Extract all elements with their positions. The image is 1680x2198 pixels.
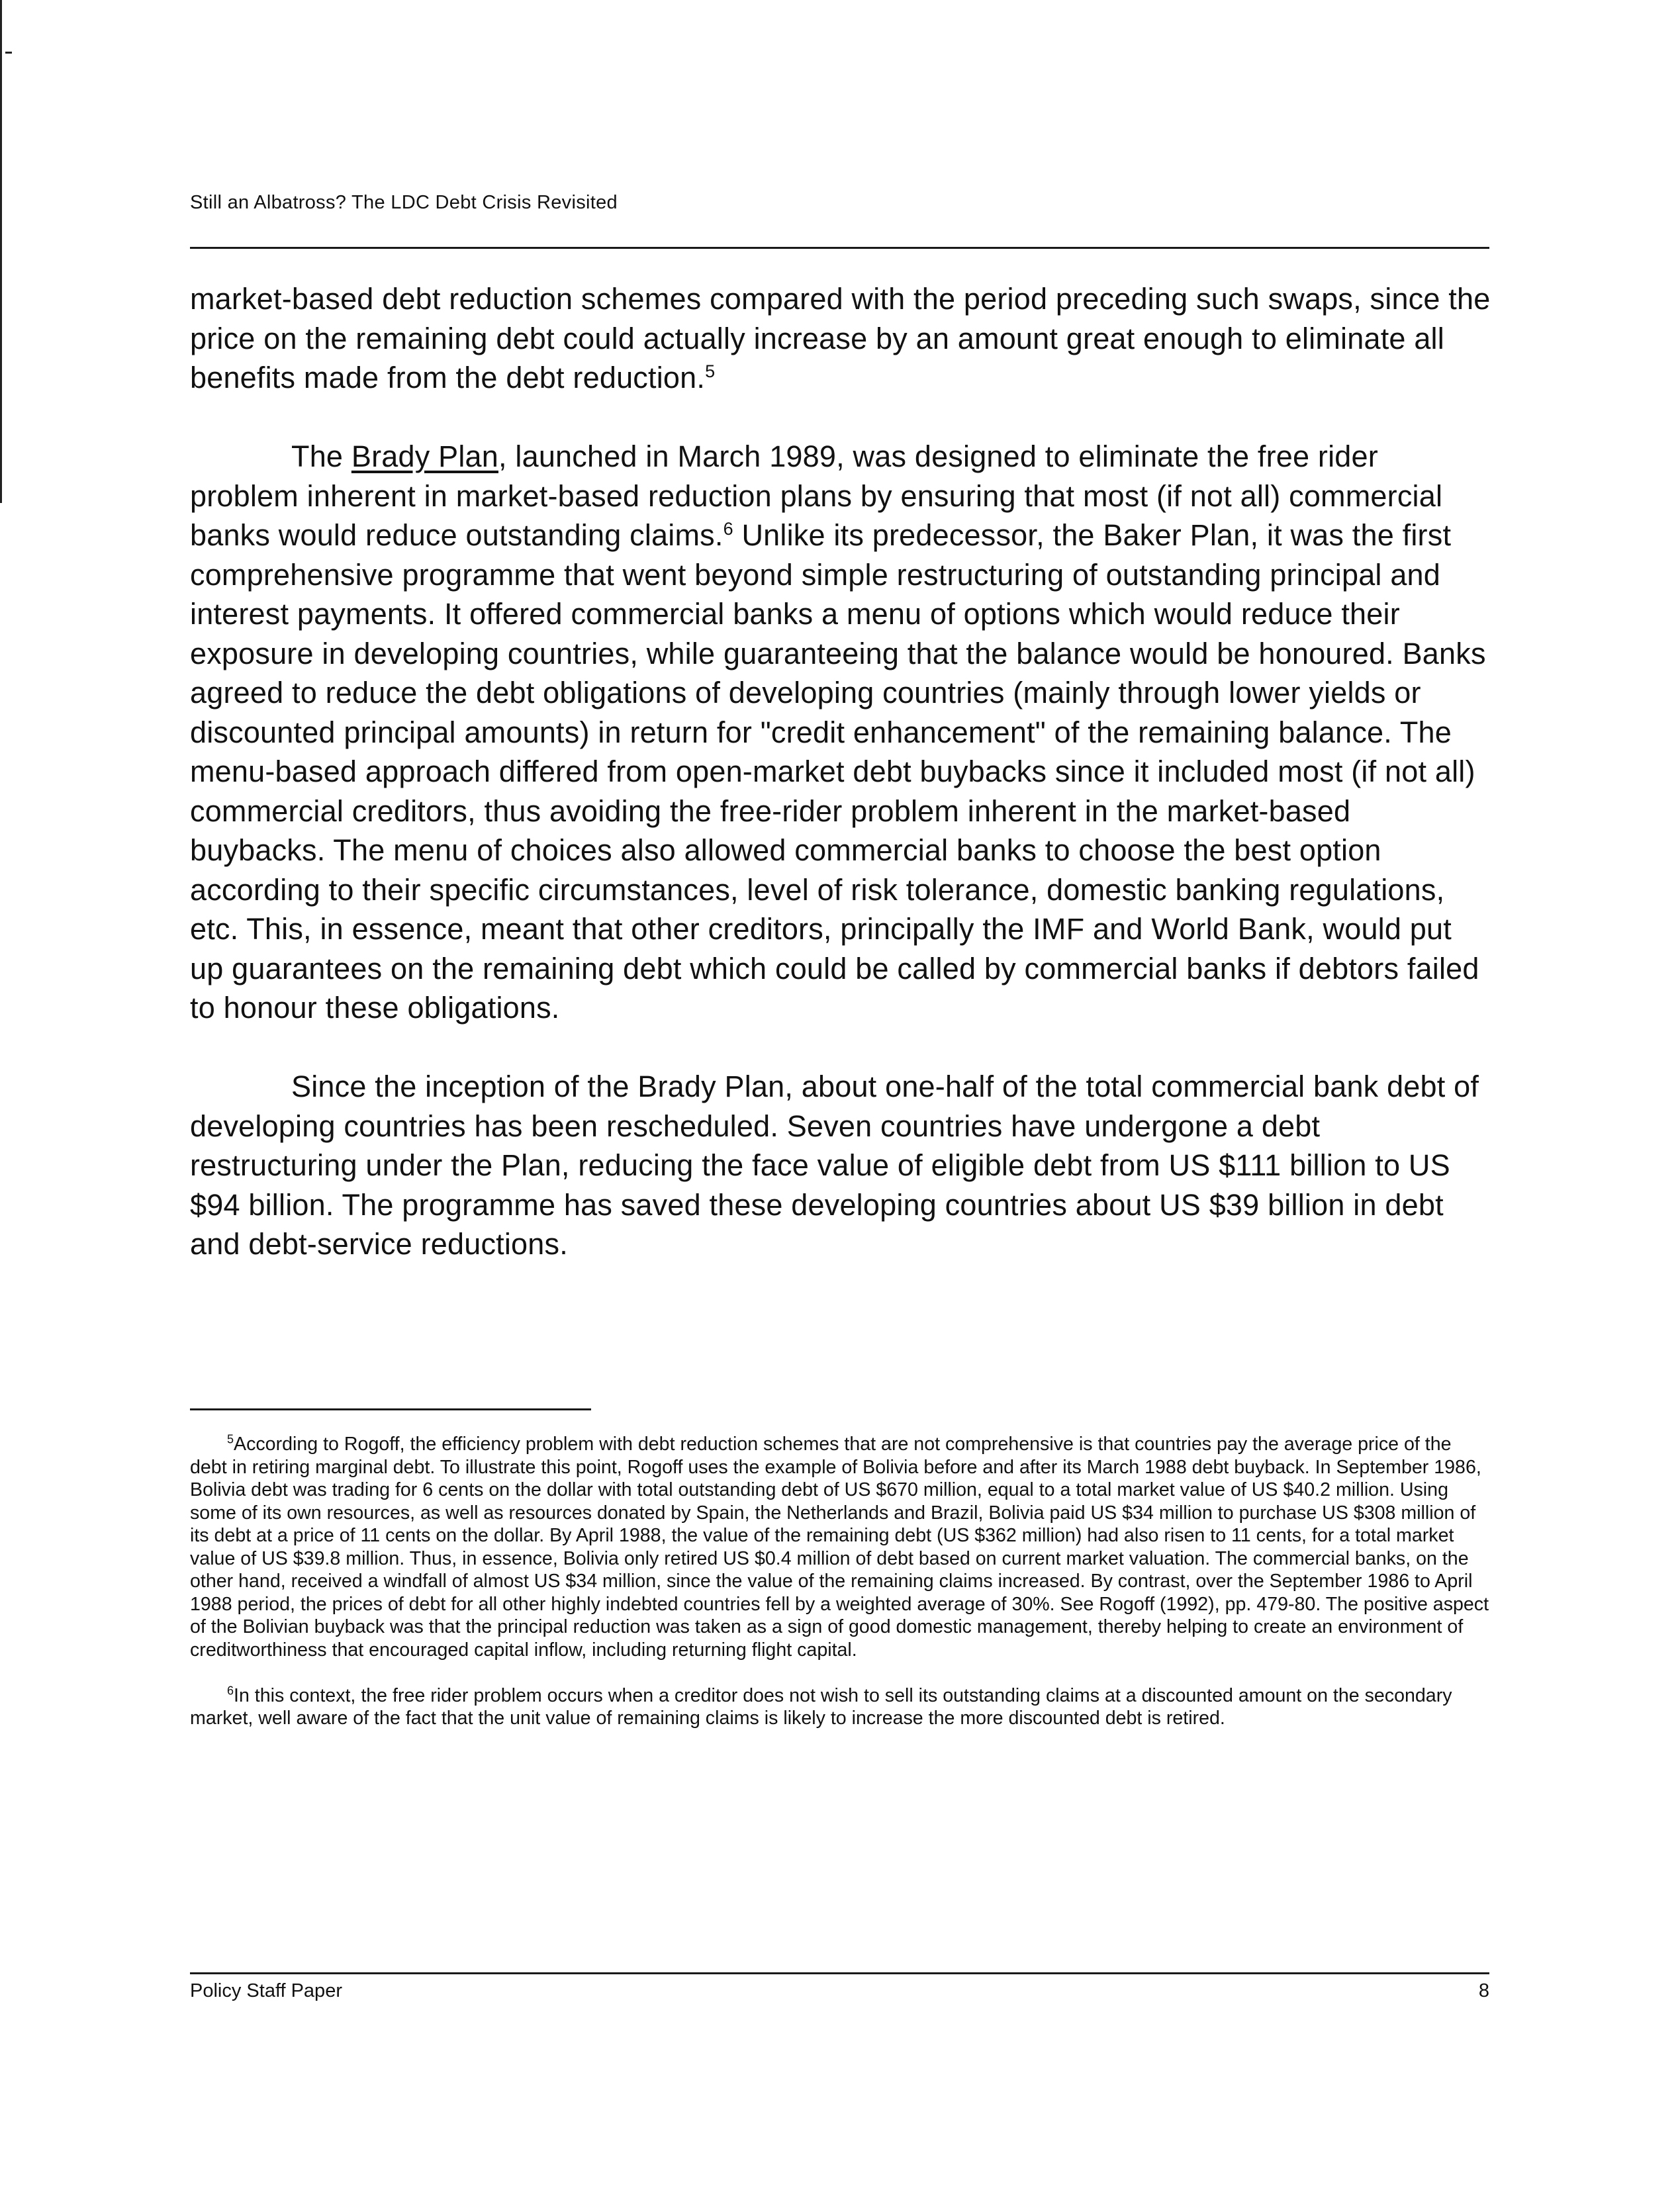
brady-plan-link[interactable]: Brady Plan [351,439,498,473]
footnote-ref-6[interactable]: 6 [723,519,733,539]
paragraph-2-start: The [291,439,351,473]
footnotes [190,1433,1493,1753]
scan-margin-line [0,0,2,503]
paragraph-2-end: Unlike its predecessor, the Baker Plan, it was the first comprehensive programme that went beyond simple restructuring of outstanding principal and interest payments. It offered commercial banks a menu of options which would reduce their exposure in developing countries, while guaranteeing that the balance would be honoured. Banks agreed to reduce the debt obligations of developing countries (mainly through lower yields or discounted principal amounts) in return for "credit enhancement" of the remaining balance. The menu-based approach differed from open-market debt buybacks since it included most (if not all) commercial creditors, thus avoiding the free-rider problem inherent in the market-based buybacks. The menu of choices also allowed commercial banks to choose the best option according to their specific circumstances, level of risk tolerance, domestic banking regulations, etc. This, in essence, meant that other creditors, principally the IMF and World Bank, would put up guarantees on the remaining debt which could be called by commercial banks if debtors failed to honour these obligations. [190,518,1486,1025]
page-number: 8 [1478,1980,1489,2001]
paragraph-3: Since the inception of the Brady Plan, about one-half of the total commercial bank debt of developing countries has been rescheduled. Seven countries have undergone a debt restructuring under the Plan, reducing the face value of eligible debt from US $111 billion to US $94 billion. The programme has saved these developing countries about US $39 billion in debt and debt-service reductions. [190,1070,1479,1261]
header-rule [190,247,1489,249]
paragraph-2-mid: , launched in March 1989, was designed to eliminate the free rider problem inherent in market-based reduction plans by ensuring that most (if not all) commercial banks would reduce outstanding claims. [190,439,1443,552]
footer-title: Policy Staff Paper [190,1980,342,2001]
footnote-6-marker: 6 [227,1683,234,1697]
footnote-5-text: According to Rogoff, the efficiency problem with debt reduction schemes that are not comprehensive is that countries pay the average price of the debt in retiring marginal debt. To illustrate this point, Rogoff uses the example of Bolivia before and after its March 1988 debt buyback. In September 1986, Bolivia debt was trading for 6 cents on the dollar with total outstanding debt of US $670 million, equal to a total market value of US $40.2 million. Using some of its own resources, as well as resources donated by Spain, the Netherlands and Brazil, Bolivia paid US $34 million to purchase US $308 million of its debt at a price of 11 cents on the dollar. By April 1988, the value of the remaining debt (US $362 million) had also risen to 11 cents, for a total market value of US $39.8 million. Thus, in essence, Bolivia only retired US $0.4 million of debt based on current market valuation. The commercial banks, on the other hand, received a windfall of almost US $34 million, since the value of the remaining claims increased. By contrast, over the September 1986 to April 1988 period, the prices of debt for all other highly indebted countries fell by a weighted average of 30%. See Rogoff (1992), pp. 479-80. The positive aspect of the Bolivian buyback was that the principal reduction was taken as a sign of good domestic management, thereby helping to create an environment of creditworthiness that encouraged capital inflow, including returning flight capital. [190,1434,1489,1661]
paragraph-1-text: market-based debt reduction schemes compared with the period preceding such swaps, since the price on the remaining debt could actually increase by an amount great enough to eliminate all benefits made from the debt reduction. [190,282,1491,394]
running-header: Still an Albatross? The LDC Debt Crisis Revisited [190,192,618,213]
paragraph-2 [190,437,1493,1028]
footnote-ref-5[interactable]: 5 [705,361,716,381]
footnote-6-text: In this context, the free rider problem occurs when a creditor does not wish to sell its outstanding claims at a discounted amount on the secondary market, well aware of the fact that the unit value of remaining claims is likely to increase the more discounted debt is retired. [190,1684,1452,1729]
footnote-5 [190,1433,1493,1661]
running-footer [190,1980,1489,2002]
paragraph-1 [190,279,1493,398]
scan-margin-tick [5,52,12,54]
footnote-separator [190,1408,591,1410]
footnote-6 [190,1684,1493,1730]
body-text [190,279,1493,1303]
footer-rule [190,1972,1489,1974]
footnote-5-marker: 5 [227,1432,234,1446]
